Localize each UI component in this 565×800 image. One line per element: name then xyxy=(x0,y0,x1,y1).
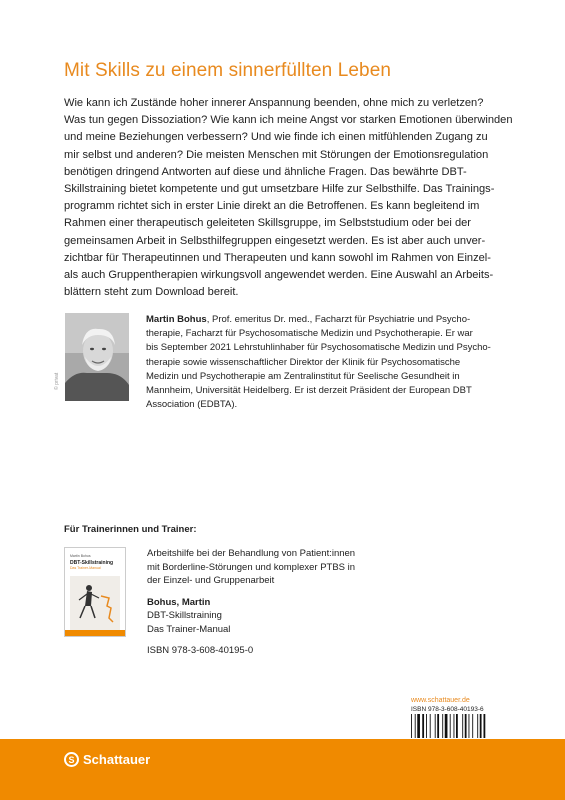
trainer-description-line: Arbeitshilfe bei der Behandlung von Patient:innen xyxy=(147,548,356,559)
author-bio-line: bis September 2021 Lehrstuhlinhaber für Psychosomatische Medizin und Psycho- xyxy=(146,342,491,354)
author-bio-line: Mannheim, Universität Heidelberg. Er ist derzeit Präsident der European DBT xyxy=(146,385,472,397)
isbn-label: ISBN 978-3-608-40193-6 xyxy=(411,706,484,713)
blurb-line: blättern steht zum Download bereit. xyxy=(64,286,239,299)
trainer-book-author: Bohus, Martin xyxy=(147,596,211,608)
author-bio-line: Association (EDBTA). xyxy=(146,399,238,411)
cover-author: Martin Bohus xyxy=(70,554,91,558)
blurb-line: als auch Gruppentherapien wirkungsvoll angewendet werden. Eine Auswahl an Arbeits- xyxy=(64,269,494,282)
publisher-name: Schattauer xyxy=(83,752,151,767)
blurb-line: Wie kann ich Zustände hoher innerer Anspannung beenden, ohne mich zu verletzen? xyxy=(64,97,484,109)
trainer-description-line: der Einzel- und Gruppenarbeit xyxy=(147,575,275,586)
cover-title: DBT-Skillstraining xyxy=(70,560,114,566)
trainer-book-isbn: ISBN 978-3-608-40195-0 xyxy=(147,645,254,656)
blurb-line: Skillstraining bietet kompetente und gut umsetzbare Hilfe zur Selbsthilfe. Das Trainings- xyxy=(64,183,495,196)
author-bio-line: Medizin und Psychotherapie am Zentralinstitut für Seelische Gesundheit in xyxy=(146,370,460,382)
author-portrait-image xyxy=(65,313,129,401)
author-bio-first-line xyxy=(146,313,516,327)
photo-credit: © privat xyxy=(54,372,60,390)
trainer-book-cover xyxy=(64,547,126,637)
trainer-book-subtitle: Das Trainer-Manual xyxy=(147,623,231,635)
author-bio-first: , Prof. emeritus Dr. med., Facharzt für Psychiatrie und Psycho- xyxy=(206,314,471,325)
publisher-logo xyxy=(64,752,150,767)
blurb-line: Was tun gegen Dissoziation? Wie kann ich meine Angst vor starken Emotionen überwinden xyxy=(64,114,513,127)
barcode xyxy=(411,714,511,738)
author-bio-line: therapie, Facharzt für Psychosomatische Medizin und Psychotherapie. Er war xyxy=(146,328,473,340)
blurb-line: zichtbar für Therapeutinnen und Therapeuten und kann sowohl im Rahmen von Einzel- xyxy=(64,251,491,264)
author-bio xyxy=(146,313,516,412)
author-photo xyxy=(65,313,129,401)
trainer-cover-image xyxy=(65,548,125,636)
blurb-text xyxy=(64,95,513,301)
book-back-title: Mit Skills zu einem sinnerfüllten Leben xyxy=(64,60,392,81)
blurb-line: benötigen dringend Antworten auf diese und ähnliche Fragen. Das bewährte DBT- xyxy=(64,165,467,178)
trainer-description-line: mit Borderline-Störungen und komplexer PTBS in xyxy=(147,561,356,573)
blurb-line: und meine Beziehungen verbessern? Und wie finde ich einen mitfühlenden Zugang zu xyxy=(64,131,488,144)
trainer-book-title: DBT-Skillstraining xyxy=(147,610,222,621)
footer-bar xyxy=(0,739,565,800)
publisher-s-icon: S xyxy=(64,752,79,767)
blurb-line: gemeinsamen Arbeit in Selbsthilfegruppen eingesetzt werden. Es ist aber auch unver- xyxy=(64,234,486,247)
trainer-heading: Für Trainerinnen und Trainer: xyxy=(64,524,197,535)
blurb-line: programm richtet sich in erster Linie direkt an die Betroffenen. Es kann begleitend im xyxy=(64,200,480,213)
author-name: Martin Bohus xyxy=(146,314,207,325)
blurb-line: Rahmen einer therapeutisch geleiteten Skillsgruppe, im Selbststudium oder bei der xyxy=(64,217,471,230)
cover-subtitle: Das Trainer-Manual xyxy=(70,566,101,570)
publisher-website[interactable]: www.schattauer.de xyxy=(411,697,470,704)
trainer-book-info xyxy=(147,547,447,658)
author-bio-line: therapie sowie wissenschaftlicher Direktor der Klinik für Psychosomatische xyxy=(146,356,461,368)
blurb-line: mir selbst und anderen? Die meisten Menschen mit Störungen der Emotionsregulation xyxy=(64,148,489,161)
